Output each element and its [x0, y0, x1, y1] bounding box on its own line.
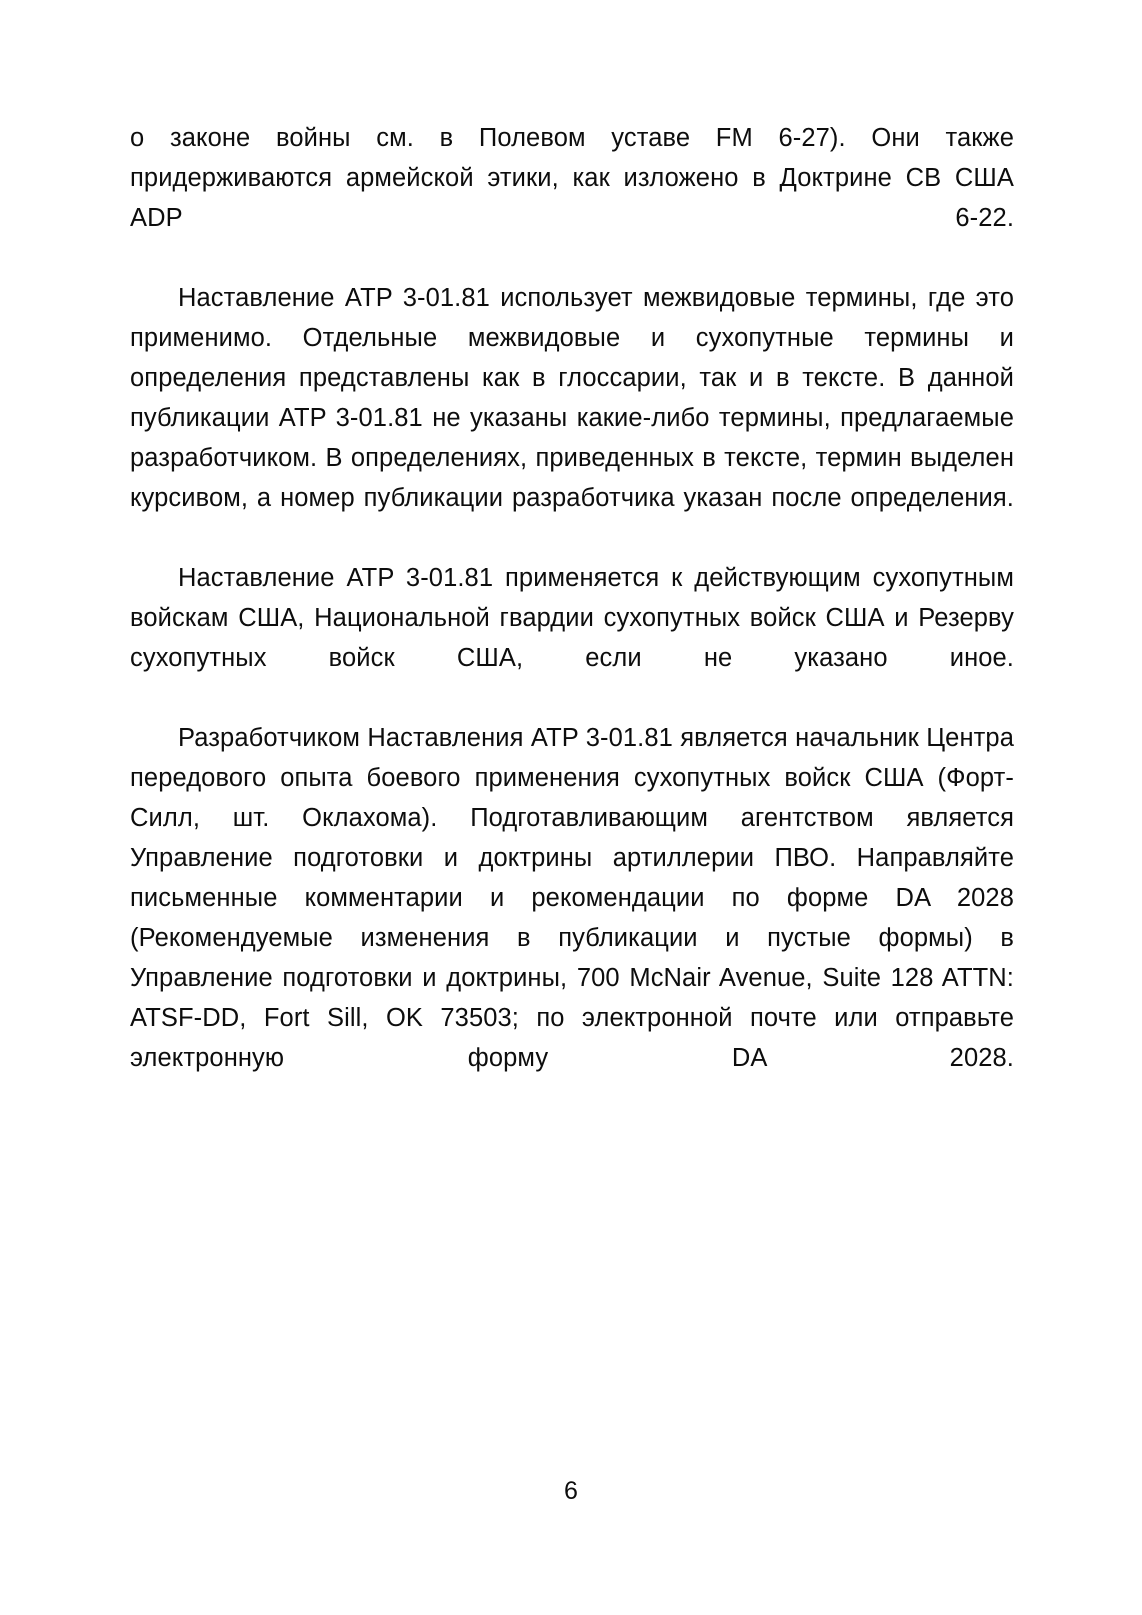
paragraph-applicability: Наставление ATP 3-01.81 применяется к действующим сухопутным войскам США, Национальной гвардии сухопутных войск США и Резерву сухопутных войск США, если не указано иное. [130, 564, 1014, 672]
body-text-column [130, 118, 1014, 1118]
page-number: 6 [564, 1477, 578, 1505]
paragraph-terms: Наставление ATP 3-01.81 использует межвидовые термины, где это применимо. Отдельные межвидовые и сухопутные термины и определения представлены как в глоссарии, так и в тексте. В данной публикации ATP 3-01.81 не указаны какие-либо термины, предлагаемые разработчиком. В определениях, приведенных в тексте, термин выделен курсивом, а номер публикации разработчика указан после определения. [130, 284, 1014, 512]
paragraph-continued: о законе войны см. в Полевом уставе FM 6-27). Они также придерживаются армейской этики, как изложено в Доктрине СВ США ADP 6-22. [130, 124, 1014, 232]
paragraph-proponent: Разработчиком Наставления ATP 3-01.81 является начальник Центра передового опыта боевого применения сухопутных войск США (Форт-Силл, шт. Оклахома). Подготавливающим агентством является Управление подготовки и доктрины артиллерии ПВО. Направляйте письменные комментарии и рекомендации по форме DA 2028 (Рекомендуемые изменения в публикации и пустые формы) в Управление подготовки и доктрины, 700 McNair Avenue, Suite 128 ATTN: ATSF-DD, Fort Sill, OK 73503; по электронной почте или отправьте электронную форму DA 2028. [130, 724, 1014, 1072]
